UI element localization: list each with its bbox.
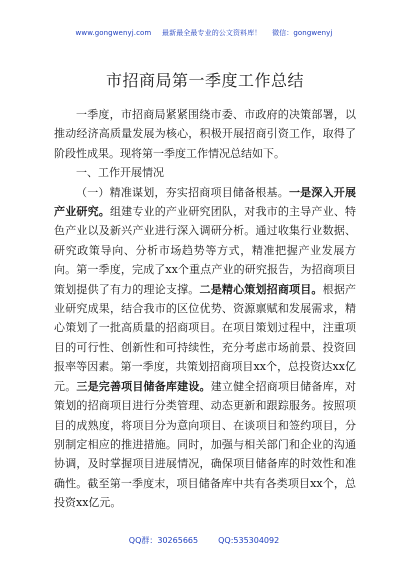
point-3-text: 建立健全招商项目储备库，对策划的招商项目进行分类管理、动态更新和跟踪服务。按照项目的成熟度，将项目分为意向项目、在谈项目和签约项目，分别制定相应的推进措施。同时，加强与相关部门和企业的沟通协调，及时掌握项目进展情况，确保项目储备库的时效性和准确性。截至第一季度末，项目储备库中共有各类项目xx个，总投资xx亿元。 — [54, 379, 357, 510]
point-3-heading: 三是完善项目储备库建设。 — [76, 379, 211, 393]
subsection-lead: （一）精准谋划，夯实招商项目储备根基。 — [76, 185, 289, 199]
body-paragraph — [54, 183, 356, 513]
point-1-text: 组建专业的产业研究团队，对我市的主导产业、特色产业以及新兴产业进行深入调研分析。通过收集行业数据、研究政策导向、分析市场趋势等方式，精准把握产业发展方向。第一季度，完成了xx个重点产业的研究报告，为招商项目策划提供了有力的理论支撑。 — [54, 205, 357, 296]
header-website-link[interactable]: www.gongwenyj.com — [75, 29, 152, 37]
intro-paragraph: 一季度，市招商局紧紧围绕市委、市政府的决策部署，以推动经济高质量发展为核心，积极开展招商引资工作，取得了阶段性成果。现将第一季度工作情况总结如下。 — [54, 108, 356, 160]
point-2-text: 根据产业研究成果，结合我市的区位优势、资源禀赋和发展需求，精心策划了一批高质量的招商项目。在项目策划过程中，注重项目的可行性、创新性和可持续性，充分考虑市场前景、投资回报率等因素。第一季度，共策划招商项目xx个，总投资达xx亿元。 — [54, 282, 357, 393]
point-2-heading: 二是精心策划招商项目。 — [199, 282, 323, 296]
header-slogan: 最新最全最专业的公文资料库！ — [162, 29, 262, 37]
footer-qq: QQ:535304092 — [218, 536, 280, 545]
document-body — [54, 68, 356, 513]
site-header — [0, 28, 408, 38]
section-heading: 一、工作开展情况 — [76, 166, 164, 180]
site-footer — [0, 535, 408, 546]
document-title: 市招商局第一季度工作总结 — [105, 71, 304, 90]
footer-qq-group: QQ群：30265665 — [128, 536, 199, 545]
header-wechat: 微信：gongwenyj — [272, 29, 333, 37]
point-1-heading: 一是深入开展产业研究。 — [54, 185, 357, 219]
